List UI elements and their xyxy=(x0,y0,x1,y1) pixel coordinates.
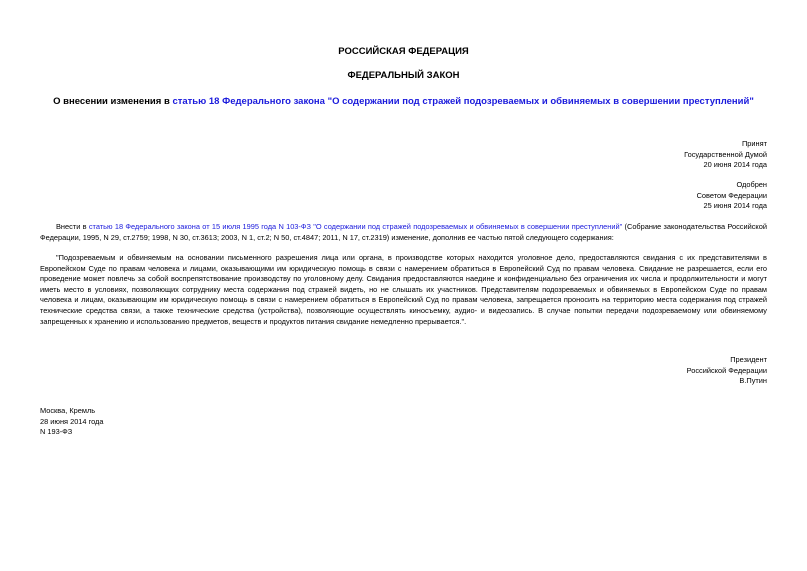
signing-date: 28 июня 2014 года xyxy=(40,416,104,426)
adopted-by: Государственной Думой xyxy=(684,149,767,159)
place-date-block xyxy=(40,406,103,438)
subject-article-link[interactable]: статью 18 Федерального закона "О содержании под стражей подозреваемых и обвиняемых в совершении преступлений" xyxy=(172,96,754,107)
adopted-date: 20 июня 2014 года xyxy=(703,160,767,169)
adopted-label: Принят xyxy=(741,139,767,148)
signature-block xyxy=(687,355,767,387)
signature-name: В.Путин xyxy=(739,376,767,385)
intro-text-start: Внести в xyxy=(56,222,89,231)
law-type-heading: ФЕДЕРАЛЬНЫЙ ЗАКОН xyxy=(347,70,460,81)
country-heading: РОССИЙСКАЯ ФЕДЕРАЦИЯ xyxy=(338,46,469,57)
approved-by: Советом Федерации xyxy=(696,190,767,200)
subject-prefix: О внесении изменения в xyxy=(53,96,173,107)
quoted-amendment: "Подозреваемым и обвиняемым на основании письменного разрешения лица или органа, в производстве которых находится уголовное дело, предоставляются свидания с их представителями в Европейском Суде по правам человека и лицами, оказывающими им юридическую помощь в связи с намерением обратиться в Европейский Суд по правам человека. Свидание не разрешается, если его проведение может повлечь за собой воспрепятствование производству по уголовному делу. Свидания предоставляются наедине и конфиденциально без ограничения их числа и продолжительности и могут иметь место в условиях, позволяющих сотруднику места содержания под стражей видеть, но не слышать их участников. Представителям подозреваемых и обвиняемых в Европейском Суде по правам человека и лицам, оказывающим им юридическую помощь в связи с намерением обратиться в Европейский Суд по правам человека, запрещается проносить на территорию места содержания под стражей технические средства связи, а также технические средства (устройства), позволяющие осуществлять киносъемку, аудио- и видеозапись. В случае попытки передачи подозреваемому или обвиняемому запрещенных к хранению и использованию предметов, веществ и продуктов питания свидание немедленно прерывается.". xyxy=(40,253,767,326)
law-number: N 193-ФЗ xyxy=(40,427,73,436)
approved-date: 25 июня 2014 года xyxy=(703,201,767,210)
law-subject-title xyxy=(40,96,767,107)
approved-block xyxy=(697,180,767,212)
signature-org: Российской Федерации xyxy=(686,365,767,375)
intro-article-link[interactable]: статью 18 Федерального закона от 15 июля 1995 года N 103-ФЗ "О содержании под стражей подозреваемых и обвиняемых в совершении преступлений" xyxy=(88,222,623,231)
approved-label: Одобрен xyxy=(736,180,767,189)
intro-paragraph xyxy=(40,222,767,243)
intro-text-end: (Собрание законодательства Российской Федерации, 1995, N 29, ст.2759; 1998, N 30, ст.3613; 2003, N 1, ст.2; N 50, ст.4847; 2011, N 17, ст.2319) изменение, дополнив ее частью пятой следующего содержания: xyxy=(40,222,767,242)
signature-title: Президент xyxy=(730,355,767,364)
adopted-block xyxy=(684,139,767,171)
place: Москва, Кремль xyxy=(40,406,96,415)
